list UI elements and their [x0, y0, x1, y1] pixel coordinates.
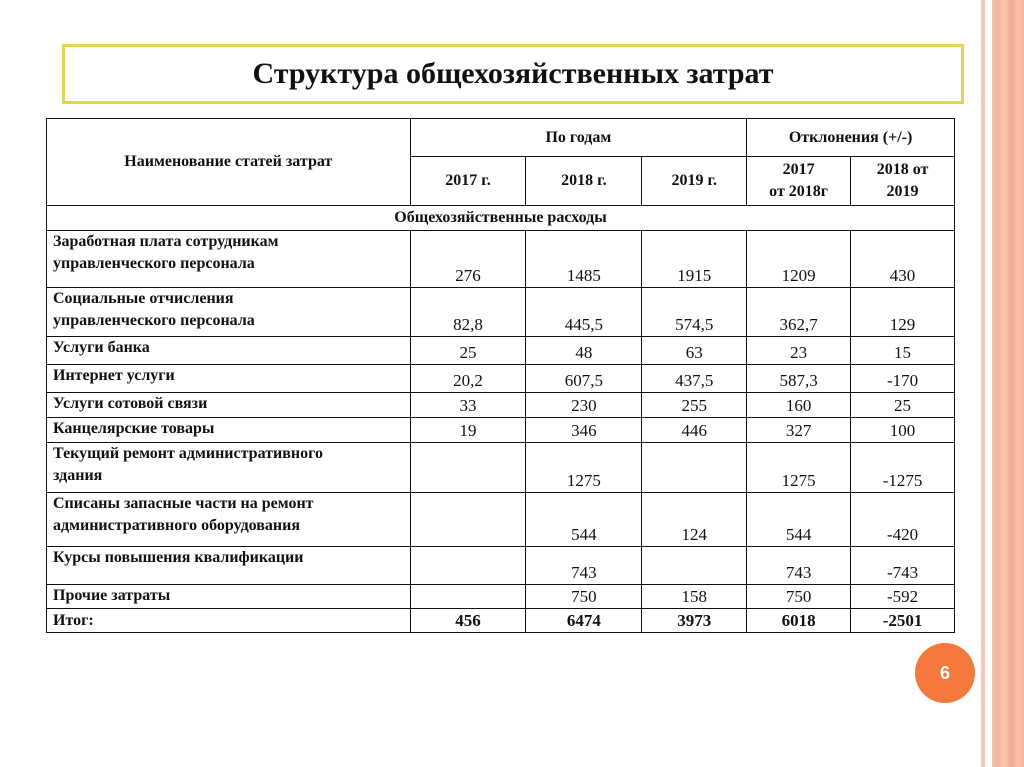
row-name-line: Текущий ремонт административного: [53, 445, 323, 462]
table-row: [47, 231, 955, 288]
total-value: 3973: [642, 609, 747, 633]
value-cell: -170: [851, 365, 955, 393]
title-box: [62, 44, 964, 104]
value-cell: [642, 547, 747, 585]
value-cell: -420: [851, 493, 955, 547]
value-cell: 607,5: [526, 365, 642, 393]
value-cell: 1275: [526, 443, 642, 493]
row-name: [47, 585, 411, 609]
value-cell: 25: [851, 393, 955, 418]
value-cell: 100: [851, 418, 955, 443]
table-row: [47, 337, 955, 365]
value-cell: [410, 443, 526, 493]
row-name: [47, 393, 411, 418]
value-cell: 362,7: [747, 288, 851, 337]
row-name-line: Интернет услуги: [53, 367, 175, 384]
row-name: [47, 443, 411, 493]
total-label: Итог:: [47, 609, 411, 633]
value-cell: 574,5: [642, 288, 747, 337]
row-name: [47, 547, 411, 585]
value-cell: 430: [851, 231, 955, 288]
value-cell: -592: [851, 585, 955, 609]
header-dev-line: 2019: [886, 183, 919, 200]
value-cell: 1209: [747, 231, 851, 288]
value-cell: 544: [526, 493, 642, 547]
value-cell: 255: [642, 393, 747, 418]
total-row: [47, 609, 955, 633]
total-value: 6474: [526, 609, 642, 633]
total-value: 456: [410, 609, 526, 633]
table-row: [47, 547, 955, 585]
header-by-years: По годам: [410, 119, 747, 157]
table-row: [47, 493, 955, 547]
value-cell: -1275: [851, 443, 955, 493]
value-cell: 1485: [526, 231, 642, 288]
value-cell: -743: [851, 547, 955, 585]
costs-table: [46, 118, 955, 633]
total-value: -2501: [851, 609, 955, 633]
header-dev: [851, 157, 955, 206]
header-name: Наименование статей затрат: [47, 119, 411, 206]
row-name: [47, 288, 411, 337]
slide-title: Структура общехозяйственных затрат: [252, 57, 774, 90]
value-cell: 445,5: [526, 288, 642, 337]
value-cell: 276: [410, 231, 526, 288]
value-cell: 124: [642, 493, 747, 547]
value-cell: 346: [526, 418, 642, 443]
value-cell: 750: [526, 585, 642, 609]
value-cell: 19: [410, 418, 526, 443]
decorative-border: [992, 0, 1024, 767]
value-cell: 750: [747, 585, 851, 609]
row-name-line: Услуги сотовой связи: [53, 395, 208, 412]
decorative-stripe: [981, 0, 985, 767]
value-cell: [410, 547, 526, 585]
header-year: 2018 г.: [526, 157, 642, 206]
table-row: [47, 443, 955, 493]
value-cell: 1275: [747, 443, 851, 493]
header-dev-line: от 2018г: [769, 183, 829, 200]
value-cell: [410, 493, 526, 547]
row-name: [47, 493, 411, 547]
value-cell: 63: [642, 337, 747, 365]
value-cell: 160: [747, 393, 851, 418]
row-name-line: здания: [53, 467, 103, 484]
table-row: [47, 393, 955, 418]
slide-number-badge: 6: [915, 643, 975, 703]
row-name-line: Социальные отчисления: [53, 290, 234, 307]
row-name-line: Курсы повышения квалификации: [53, 549, 304, 566]
table-row: [47, 585, 955, 609]
header-dev-line: 2018 от: [876, 161, 929, 178]
row-name: [47, 231, 411, 288]
row-name-line: Списаны запасные части на ремонт: [53, 495, 314, 512]
value-cell: 587,3: [747, 365, 851, 393]
value-cell: 544: [747, 493, 851, 547]
header-year: 2017 г.: [410, 157, 526, 206]
value-cell: 230: [526, 393, 642, 418]
value-cell: 23: [747, 337, 851, 365]
value-cell: 82,8: [410, 288, 526, 337]
value-cell: 48: [526, 337, 642, 365]
header-deviations: Отклонения (+/-): [747, 119, 955, 157]
row-name-line: управленческого персонала: [53, 255, 255, 272]
table-row: [47, 288, 955, 337]
value-cell: [642, 443, 747, 493]
value-cell: 15: [851, 337, 955, 365]
table-row: [47, 365, 955, 393]
value-cell: [410, 585, 526, 609]
row-name: [47, 365, 411, 393]
value-cell: 129: [851, 288, 955, 337]
value-cell: 743: [747, 547, 851, 585]
value-cell: 446: [642, 418, 747, 443]
value-cell: 743: [526, 547, 642, 585]
header-year: 2019 г.: [642, 157, 747, 206]
row-name-line: Заработная плата сотрудникам: [53, 233, 279, 250]
section-header: Общехозяйственные расходы: [47, 206, 955, 231]
total-value: 6018: [747, 609, 851, 633]
value-cell: 33: [410, 393, 526, 418]
value-cell: 1915: [642, 231, 747, 288]
row-name-line: управленческого персонала: [53, 312, 255, 329]
row-name: [47, 418, 411, 443]
header-dev-line: 2017: [782, 161, 815, 178]
row-name-line: Прочие затраты: [53, 587, 171, 604]
value-cell: 158: [642, 585, 747, 609]
value-cell: 327: [747, 418, 851, 443]
row-name-line: Канцелярские товары: [53, 420, 215, 437]
value-cell: 25: [410, 337, 526, 365]
value-cell: 20,2: [410, 365, 526, 393]
row-name-line: административного оборудования: [53, 517, 300, 534]
row-name-line: Услуги банка: [53, 339, 150, 356]
table-row: [47, 418, 955, 443]
header-dev: [747, 157, 851, 206]
value-cell: 437,5: [642, 365, 747, 393]
row-name: [47, 337, 411, 365]
